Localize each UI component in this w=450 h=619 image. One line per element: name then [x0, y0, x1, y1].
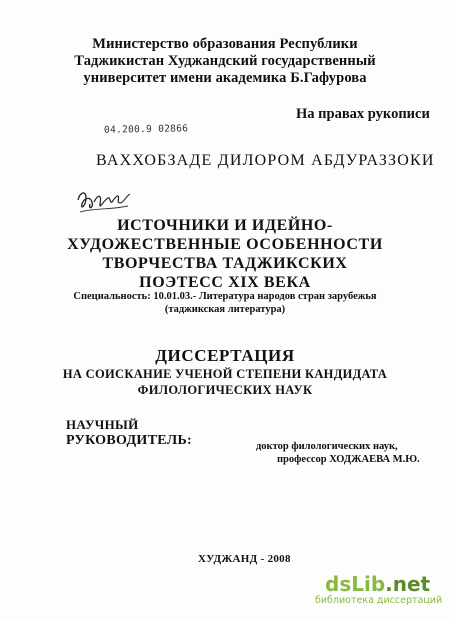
degree-description — [0, 366, 450, 398]
specialty-info — [0, 290, 450, 316]
author-name: ВАХХОБЗАДЕ ДИЛОРОМ АБДУРАЗЗОКИ — [96, 152, 435, 169]
title-line-3: ТВОРЧЕСТВА ТАДЖИКСКИХ — [102, 255, 348, 272]
supervisor-degree: доктор филологических наук, — [256, 441, 398, 452]
supervisor-details — [256, 440, 420, 466]
dissertation-title — [0, 216, 450, 292]
specialty-line-1: Специальность: 10.01.03.- Литература народов стран зарубежья — [73, 291, 377, 302]
archive-stamp-number: 04.200.9 02866 — [103, 123, 189, 136]
dslib-logo[interactable] — [325, 573, 442, 595]
title-line-4: ПОЭТЕСС XIX ВЕКА — [139, 274, 311, 291]
ministry-line-3: университет имени академика Б.Гафурова — [83, 70, 367, 86]
supervisor-name: профессор ХОДЖАЕВА М.Ю. — [277, 454, 420, 465]
dslib-watermark[interactable] — [315, 572, 443, 607]
logo-part-1: dsLib — [325, 572, 386, 596]
city-year: ХУДЖАНД - 2008 — [198, 553, 291, 565]
ministry-header — [0, 36, 450, 87]
ministry-line-1: Министерство образования Республики — [92, 36, 358, 52]
dissertation-heading: ДИССЕРТАЦИЯ — [155, 346, 295, 365]
degree-line-2: ФИЛОЛОГИЧЕСКИХ НАУК — [137, 383, 313, 397]
supervisor-label-line-1: НАУЧНЫЙ — [66, 417, 139, 432]
handwritten-signature — [74, 186, 136, 218]
manuscript-rights-label: На правах рукописи — [296, 106, 430, 122]
supervisor-label-line-2: РУКОВОДИТЕЛЬ: — [66, 433, 192, 448]
ministry-line-2: Таджикистан Худжандский государственный — [74, 53, 376, 69]
logo-part-2: .net — [385, 572, 431, 596]
title-line-1: ИСТОЧНИКИ И ИДЕЙНО- — [117, 217, 333, 234]
title-line-2: ХУДОЖЕСТВЕННЫЕ ОСОБЕННОСТИ — [67, 236, 383, 253]
specialty-line-2: (таджикская литература) — [164, 304, 286, 315]
degree-line-1: НА СОИСКАНИЕ УЧЕНОЙ СТЕПЕНИ КАНДИДАТА — [62, 367, 388, 381]
watermark-subtitle: библиотека диссертаций — [315, 595, 443, 606]
supervisor-label — [66, 417, 192, 449]
